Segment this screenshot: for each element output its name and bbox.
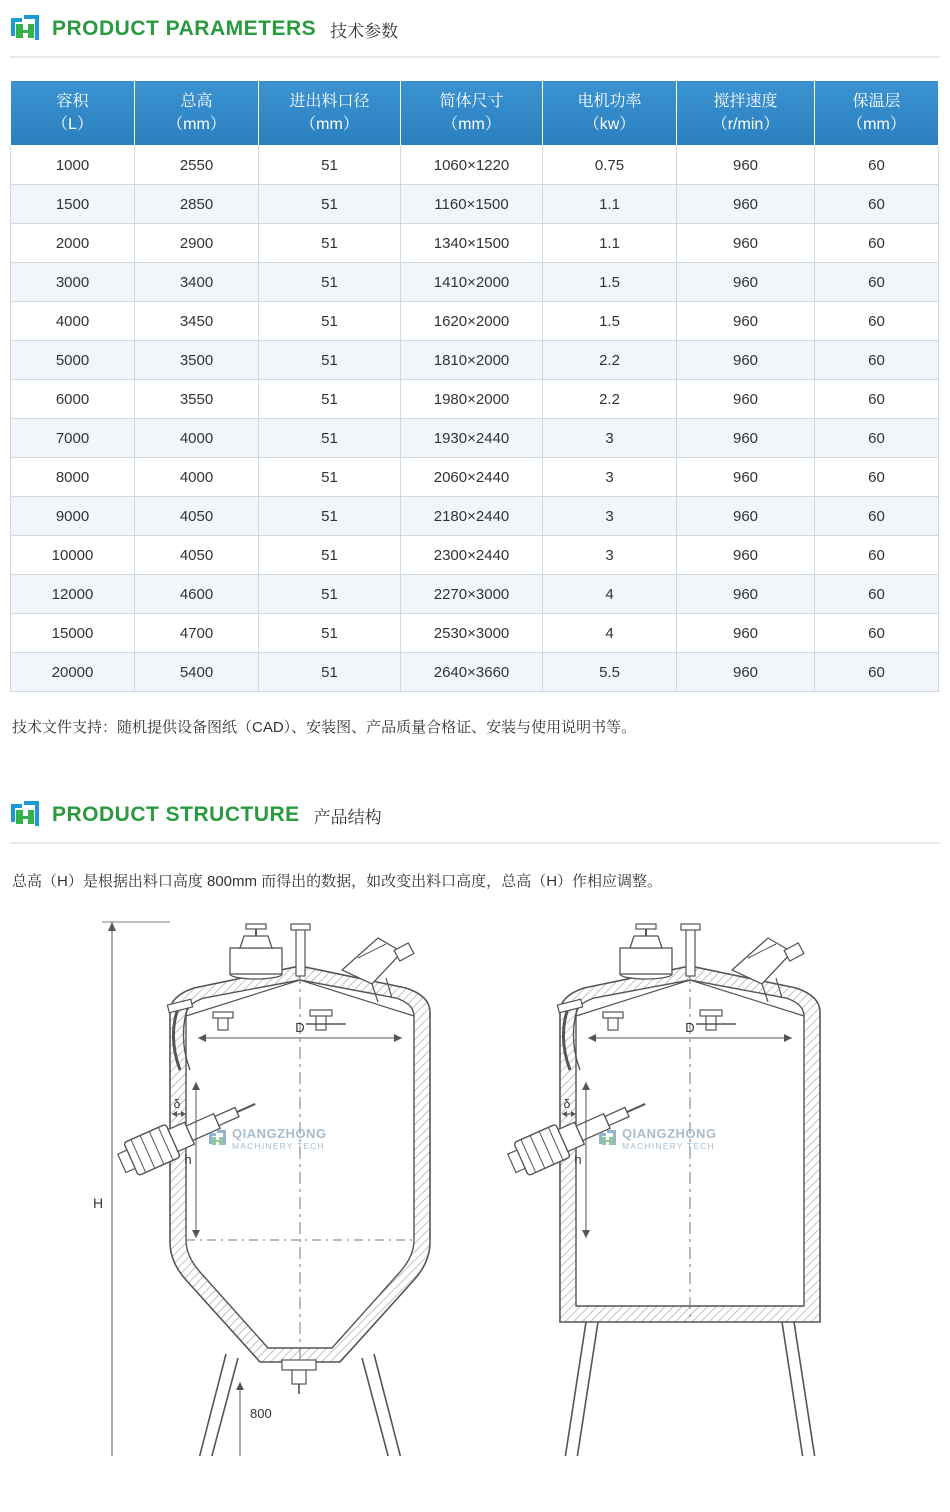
table-header-label: 保温层 [852, 93, 901, 110]
table-cell: 0.75 [543, 146, 677, 185]
table-cell: 4 [543, 614, 677, 653]
table-cell: 960 [677, 224, 815, 263]
table-cell: 60 [815, 146, 939, 185]
table-header-unit: （mm） [167, 116, 226, 134]
table-cell: 3 [543, 419, 677, 458]
table-cell: 51 [259, 263, 401, 302]
table-header-cell [11, 81, 135, 146]
table-header-label: 简体尺寸 [439, 93, 504, 110]
table-header-cell [401, 81, 543, 146]
table-cell: 60 [815, 419, 939, 458]
table-cell: 60 [815, 302, 939, 341]
table-row [11, 653, 939, 692]
table-cell: 960 [677, 185, 815, 224]
table-cell: 60 [815, 536, 939, 575]
parameters-table [10, 80, 939, 692]
table-cell: 51 [259, 497, 401, 536]
table-header-row [11, 81, 939, 146]
table-cell: 51 [259, 419, 401, 458]
table-row [11, 146, 939, 185]
table-cell: 15000 [11, 614, 135, 653]
table-cell: 10000 [11, 536, 135, 575]
table-cell: 4050 [135, 536, 259, 575]
table-cell: 960 [677, 575, 815, 614]
table-cell: 4050 [135, 497, 259, 536]
table-cell: 1160×1500 [401, 185, 543, 224]
table-cell: 4000 [11, 302, 135, 341]
dimension-label-delta: δ [173, 1097, 181, 1112]
table-cell: 5400 [135, 653, 259, 692]
table-row [11, 302, 939, 341]
dimension-label-H: H [92, 1195, 104, 1212]
table-cell: 2900 [135, 224, 259, 263]
table-row [11, 419, 939, 458]
table-cell: 3000 [11, 263, 135, 302]
table-cell: 60 [815, 653, 939, 692]
table-cell: 960 [677, 614, 815, 653]
table-cell: 60 [815, 575, 939, 614]
table-cell: 5000 [11, 341, 135, 380]
table-cell: 3 [543, 458, 677, 497]
table-cell: 1810×2000 [401, 341, 543, 380]
table-cell: 51 [259, 224, 401, 263]
table-cell: 1340×1500 [401, 224, 543, 263]
table-cell: 2850 [135, 185, 259, 224]
table-row [11, 575, 939, 614]
table-header-label: 容积 [56, 93, 89, 110]
table-cell: 960 [677, 497, 815, 536]
dimension-label-D: D [295, 1020, 305, 1036]
table-header-cell [259, 81, 401, 146]
table-row [11, 497, 939, 536]
table-row [11, 536, 939, 575]
table-header-label: 进出料口径 [289, 93, 370, 110]
table-row [11, 380, 939, 419]
table-cell: 2.2 [543, 341, 677, 380]
table-row [11, 341, 939, 380]
table-cell: 1500 [11, 185, 135, 224]
table-header-unit: （r/min） [711, 116, 780, 134]
table-header-cell [135, 81, 259, 146]
product-structure-drawing [10, 916, 940, 1456]
table-cell: 2000 [11, 224, 135, 263]
section-title-en: PRODUCT STRUCTURE [52, 803, 300, 827]
table-cell: 3 [543, 536, 677, 575]
table-cell: 6000 [11, 380, 135, 419]
table-header-label: 电机功率 [577, 93, 642, 110]
table-cell: 51 [259, 302, 401, 341]
dimension-label-delta: δ [563, 1097, 571, 1112]
table-cell: 51 [259, 380, 401, 419]
structure-note: 总高（H）是根据出料口高度 800mm 而得出的数据，如改变出料口高度，总高（H）作相应调整。 [12, 873, 663, 891]
table-cell: 9000 [11, 497, 135, 536]
watermark-sub: MACHINERY TECH [622, 1141, 715, 1152]
table-cell: 1.1 [543, 185, 677, 224]
table-cell: 60 [815, 614, 939, 653]
table-cell: 960 [677, 458, 815, 497]
table-header-cell [543, 81, 677, 146]
table-cell: 2530×3000 [401, 614, 543, 653]
table-cell: 1980×2000 [401, 380, 543, 419]
table-header-unit: （kw） [583, 116, 636, 134]
table-cell: 60 [815, 185, 939, 224]
table-cell: 4700 [135, 614, 259, 653]
watermark-sub: MACHINERY TECH [232, 1141, 325, 1152]
qiangzhong-logo-icon [10, 14, 40, 44]
table-cell: 20000 [11, 653, 135, 692]
qiangzhong-logo-icon [10, 800, 40, 830]
table-cell: 5.5 [543, 653, 677, 692]
table-cell: 3450 [135, 302, 259, 341]
table-cell: 2640×3660 [401, 653, 543, 692]
table-cell: 1060×1220 [401, 146, 543, 185]
section-header-parameters [10, 0, 940, 58]
table-cell: 960 [677, 146, 815, 185]
table-cell: 2270×3000 [401, 575, 543, 614]
table-cell: 3 [543, 497, 677, 536]
table-cell: 51 [259, 536, 401, 575]
table-cell: 2550 [135, 146, 259, 185]
table-cell: 4000 [135, 419, 259, 458]
table-cell: 4600 [135, 575, 259, 614]
table-cell: 60 [815, 341, 939, 380]
table-cell: 1410×2000 [401, 263, 543, 302]
dimension-label-800: 800 [250, 1406, 272, 1422]
table-cell: 3500 [135, 341, 259, 380]
table-cell: 960 [677, 419, 815, 458]
table-row [11, 263, 939, 302]
table-cell: 960 [677, 263, 815, 302]
table-cell: 60 [815, 380, 939, 419]
table-header-unit: （mm） [442, 116, 501, 134]
table-cell: 3400 [135, 263, 259, 302]
table-cell: 3550 [135, 380, 259, 419]
table-cell: 960 [677, 653, 815, 692]
table-row [11, 224, 939, 263]
section-title-cn: 技术参数 [330, 21, 399, 41]
table-cell: 1620×2000 [401, 302, 543, 341]
section-title-cn: 产品结构 [313, 807, 382, 827]
table-cell: 1930×2440 [401, 419, 543, 458]
table-cell: 1000 [11, 146, 135, 185]
table-cell: 51 [259, 614, 401, 653]
table-header-unit: （mm） [300, 116, 359, 134]
table-cell: 2060×2440 [401, 458, 543, 497]
table-cell: 2300×2440 [401, 536, 543, 575]
table-cell: 51 [259, 458, 401, 497]
table-cell: 51 [259, 575, 401, 614]
table-cell: 7000 [11, 419, 135, 458]
dimension-label-D: D [685, 1020, 695, 1036]
table-cell: 2180×2440 [401, 497, 543, 536]
table-cell: 60 [815, 458, 939, 497]
table-header-label: 总高 [180, 93, 213, 110]
table-cell: 960 [677, 380, 815, 419]
table-cell: 960 [677, 302, 815, 341]
table-footnote: 技术文件支持：随机提供设备图纸（CAD）、安装图、产品质量合格证、安装与使用说明书等。 [12, 719, 637, 737]
watermark-brand: QIANGZHONG [232, 1126, 327, 1142]
table-cell: 60 [815, 263, 939, 302]
table-cell: 960 [677, 536, 815, 575]
table-row [11, 185, 939, 224]
table-cell: 51 [259, 146, 401, 185]
dimension-label-h: h [184, 1152, 192, 1168]
table-cell: 51 [259, 185, 401, 224]
table-cell: 51 [259, 341, 401, 380]
table-cell: 960 [677, 341, 815, 380]
watermark-brand: QIANGZHONG [622, 1126, 717, 1142]
table-header-unit: （L） [52, 116, 93, 134]
table-row [11, 614, 939, 653]
table-header-label: 搅拌速度 [713, 93, 778, 110]
table-row [11, 458, 939, 497]
table-cell: 8000 [11, 458, 135, 497]
table-cell: 60 [815, 497, 939, 536]
section-title-en: PRODUCT PARAMETERS [52, 17, 317, 40]
table-cell: 1.5 [543, 263, 677, 302]
table-header-cell [677, 81, 815, 146]
table-cell: 4000 [135, 458, 259, 497]
section-header-structure [10, 786, 940, 844]
table-cell: 12000 [11, 575, 135, 614]
table-cell: 1.5 [543, 302, 677, 341]
table-cell: 2.2 [543, 380, 677, 419]
table-header-unit: （mm） [847, 116, 906, 134]
table-header-cell [815, 81, 939, 146]
table-cell: 60 [815, 224, 939, 263]
table-cell: 1.1 [543, 224, 677, 263]
dimension-label-h: h [574, 1152, 582, 1168]
table-cell: 51 [259, 653, 401, 692]
table-cell: 4 [543, 575, 677, 614]
